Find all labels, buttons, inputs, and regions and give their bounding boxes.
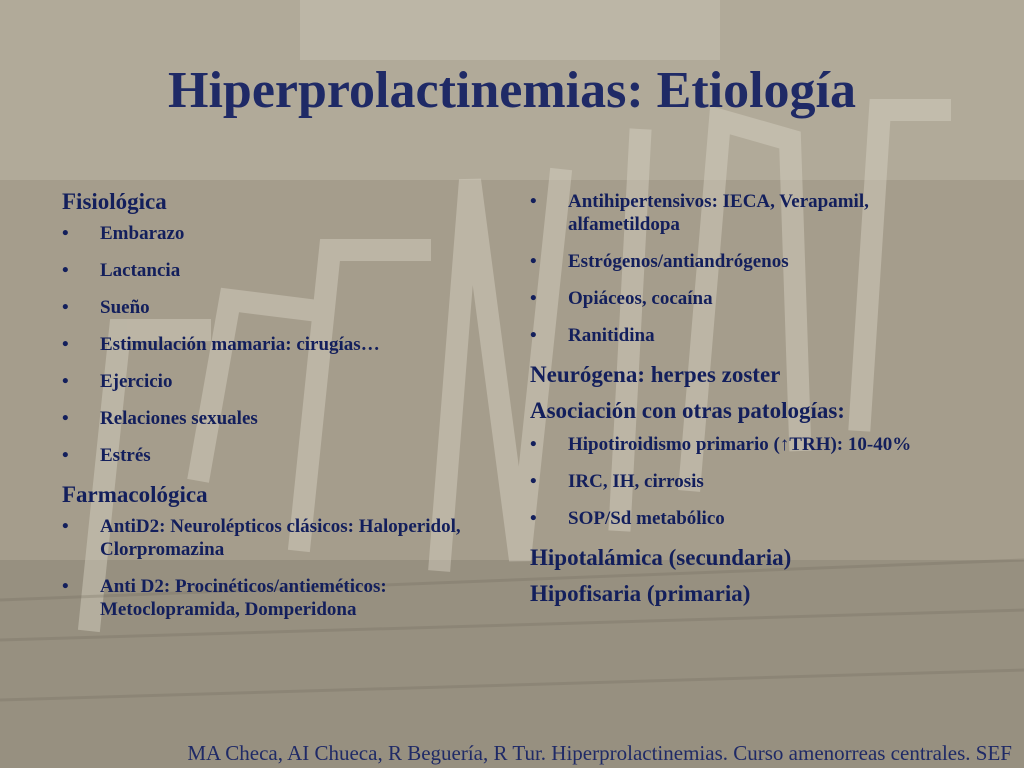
left-column (62, 188, 502, 635)
list-item: • Opiáceos, cocaína (530, 288, 713, 309)
bullet-icon: • (62, 576, 69, 597)
list-item: • Hipotiroidismo primario (↑TRH): 10-40% (530, 434, 912, 455)
list-farmacologica (62, 515, 502, 621)
list-item: • SOP/Sd metabólico (530, 508, 725, 529)
heading-hipofisaria: Hipofisaria (primaria) (530, 581, 751, 606)
list-item: • Sueño (62, 297, 150, 318)
list-item: • Estimulación mamaria: cirugías… (62, 334, 380, 355)
bullet-icon: • (62, 260, 69, 281)
list-item: • AntiD2: Neurolépticos clásicos: Haloperidol, Clorpromazina (62, 516, 461, 560)
list-item: • Embarazo (62, 223, 185, 244)
bullet-icon: • (62, 516, 69, 537)
bullet-icon: • (62, 223, 69, 244)
list-asociacion (530, 433, 970, 530)
list-item: • Estrés (62, 445, 151, 466)
bullet-icon: • (530, 471, 537, 492)
slide-title: Hiperprolactinemias: Etiología (168, 62, 856, 119)
bullet-icon: • (62, 297, 69, 318)
slide-footer-citation: MA Checa, AI Chueca, R Beguería, R Tur. Hiperprolactinemias. Curso amenorreas centrales. SEF (187, 741, 1012, 765)
bullet-icon: • (62, 408, 69, 429)
list-fisiologica (62, 222, 502, 467)
bullet-icon: • (62, 334, 69, 355)
bullet-icon: • (530, 251, 537, 272)
list-farmacos (530, 190, 970, 347)
bullet-icon: • (530, 288, 537, 309)
list-item: • Estrógenos/antiandrógenos (530, 251, 789, 272)
list-item: • Ejercicio (62, 371, 173, 392)
list-item: • Anti D2: Procinéticos/antieméticos: Metoclopramida, Domperidona (62, 576, 387, 620)
bullet-icon: • (530, 191, 537, 212)
heading-farmacologica: Farmacológica (62, 482, 208, 507)
list-item: • IRC, IH, cirrosis (530, 471, 704, 492)
bullet-icon: • (530, 325, 537, 346)
bullet-icon: • (530, 434, 537, 455)
list-item: • Ranitidina (530, 325, 655, 346)
bullet-icon: • (62, 371, 69, 392)
list-item: • Antihipertensivos: IECA, Verapamil, alfametildopa (530, 191, 869, 235)
right-column (530, 190, 970, 616)
bullet-icon: • (530, 508, 537, 529)
heading-fisiologica: Fisiológica (62, 189, 167, 214)
list-item: • Relaciones sexuales (62, 408, 258, 429)
bullet-icon: • (62, 445, 69, 466)
heading-hipotalamica: Hipotalámica (secundaria) (530, 545, 792, 570)
list-item: • Lactancia (62, 260, 181, 281)
heading-neurogena: Neurógena: herpes zoster (530, 362, 781, 387)
heading-asociacion: Asociación con otras patologías: (530, 398, 845, 423)
